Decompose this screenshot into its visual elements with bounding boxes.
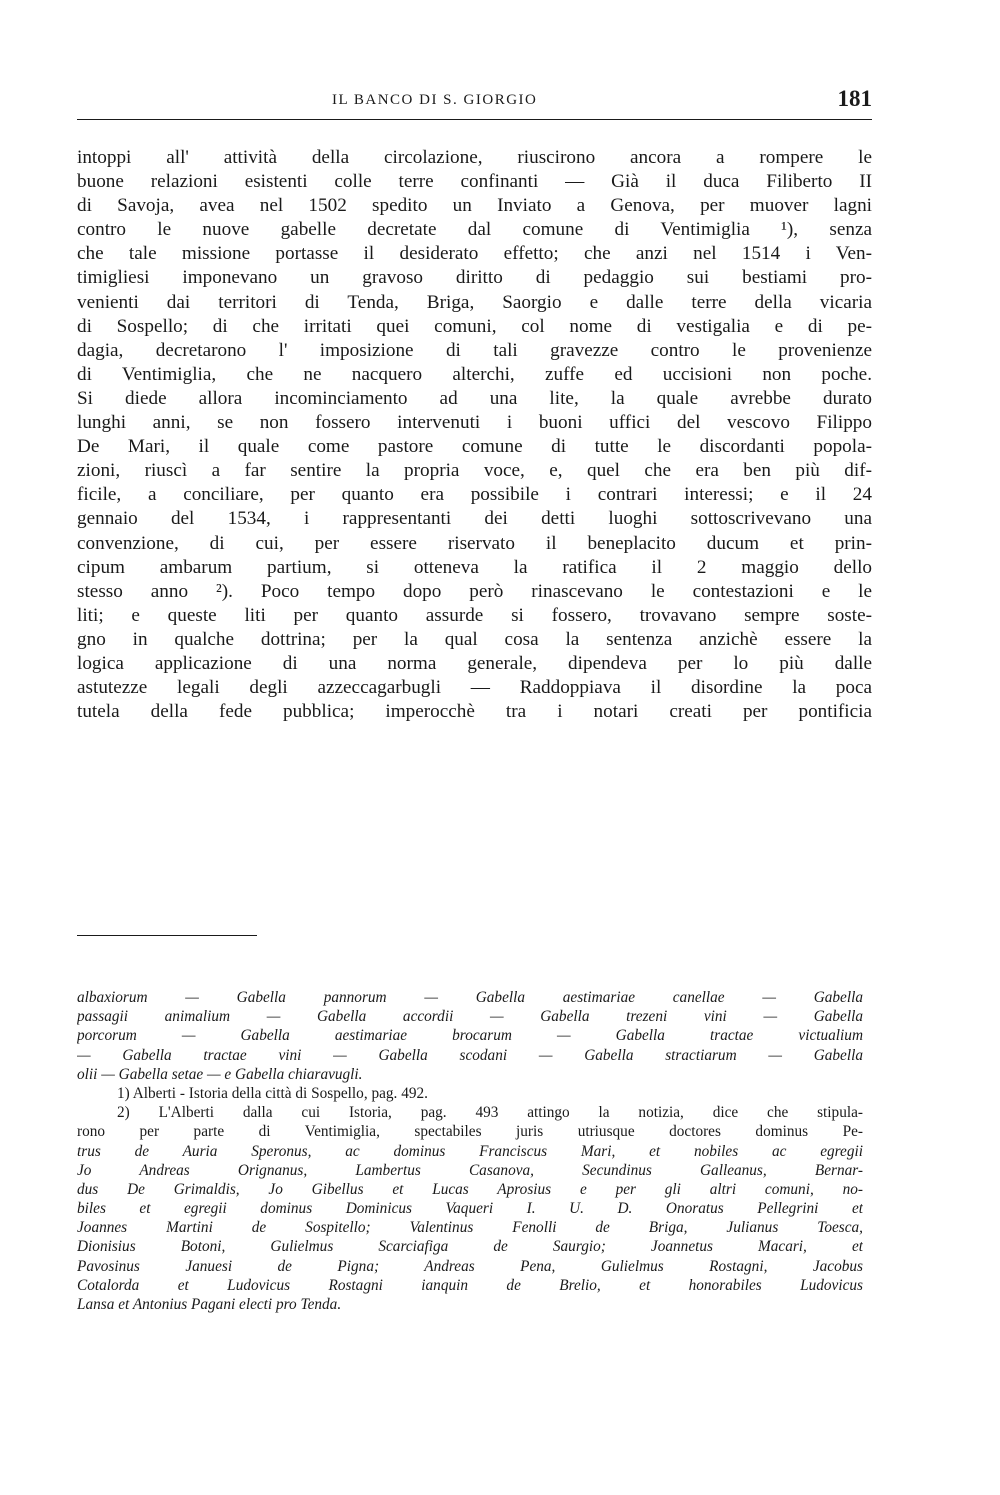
footnote-line: porcorum — Gabella aestimariae brocarum — Gabella tractae victualium: [77, 1027, 863, 1045]
body-line: zioni, riuscì a far sentire la propria voce, e, quel che era ben più dif-: [77, 460, 872, 482]
body-line: logica applicazione di una norma generale, dipendeva per lo più dalle: [77, 652, 872, 674]
footnote-line: albaxiorum — Gabella pannorum — Gabella aestimariae canellae — Gabella: [77, 989, 863, 1006]
body-line: di Sospello; di che irritati quei comuni, col nome di vestigalia e di pe-: [77, 315, 872, 337]
footnote-line: Lansa et Antonius Pagani electi pro Tenda.: [77, 1296, 342, 1313]
body-line: buone relazioni esistenti colle terre confinanti — Già il duca Filiberto II: [77, 171, 872, 193]
body-line: convenzione, di cui, per essere riservato il beneplacito ducum et prin-: [77, 532, 872, 554]
footnote-line: Dionisius Botoni, Gulielmus Scarciafiga de Saurgio; Joannetus Macari, et: [77, 1238, 863, 1256]
footnotes: [77, 988, 863, 1314]
body-text: [77, 146, 872, 724]
body-line: De Mari, il quale come pastore comune di tutte le discordanti popola-: [77, 436, 872, 458]
footnote-1: 1) Alberti - Istoria della città di Sospello, pag. 492.: [117, 1084, 428, 1102]
footnote-line: Pavosinus Januesi de Pigna; Andreas Pena, Gulielmus Rostagni, Jacobus: [77, 1257, 863, 1275]
body-line: cipum ambarum partium, si otteneva la ratifica il 2 maggio dello: [77, 556, 872, 578]
footnote-line: dus De Grimaldis, Jo Gibellus et Lucas Aprosius e per gli altri comuni, no-: [77, 1180, 863, 1198]
body-line: Si diede allora incominciamento ad una lite, la quale avrebbe durato: [77, 387, 872, 409]
body-line: tutela della fede pubblica; imperocchè tra i notari creati per pontificia: [77, 701, 872, 723]
body-line: che tale missione portasse il desiderato effetto; che anzi nel 1514 i Ven-: [77, 243, 872, 265]
body-line: ficile, a conciliare, per quanto era possibile i contrari interessi; e il 24: [77, 484, 872, 506]
footnote-line: Joannes Martini de Sospitello; Valentinus Fenolli de Briga, Julianus Toesca,: [77, 1219, 863, 1237]
footnote-line: Jo Andreas Orignanus, Lambertus Casanova, Secundinus Galleanus, Bernar-: [77, 1161, 863, 1179]
running-head: IL BANCO DI S. GIORGIO: [332, 92, 538, 108]
body-line: astutezze legali degli azzeccagarbugli — Raddoppiava il disordine la poca: [77, 677, 872, 699]
body-line: stesso anno ²). Poco tempo dopo però rinascevano le contestazioni e le: [77, 580, 872, 602]
footnote-line: biles et egregii dominus Dominicus Vaqueri I. U. D. Onoratus Pellegrini et: [77, 1200, 863, 1218]
header-rule: [77, 119, 872, 120]
footnote-2: 2) L'Alberti dalla cui Istoria, pag. 493 attingo la notizia, dice che stipula-: [117, 1104, 863, 1122]
footnote-line: trus de Auria Speronus, ac dominus Franciscus Mari, et nobiles ac egregii: [77, 1142, 863, 1160]
footnote-line: — Gabella tractae vini — Gabella scodani — Gabella stractiarum — Gabella: [77, 1046, 863, 1064]
page-header: [77, 86, 872, 120]
body-line: di Ventimiglia, che ne nacquero alterchi, zuffe ed uccisioni non poche.: [77, 363, 872, 385]
body-line: contro le nuove gabelle decretate dal comune di Ventimiglia ¹), senza: [77, 219, 872, 241]
body-line: di Savoja, avea nel 1502 spedito un Inviato a Genova, per muover lagni: [77, 195, 872, 217]
footnote-rule: [77, 935, 257, 936]
body-line: intoppi all' attività della circolazione, riuscirono ancora a rompere le: [77, 147, 872, 168]
footnote-line: Cotalorda et Ludovicus Rostagni ianquin de Brelio, et honorabiles Ludovicus: [77, 1276, 863, 1294]
footnote-line: passagii animalium — Gabella accordii — Gabella trezeni vini — Gabella: [77, 1008, 863, 1026]
footnote-line: rono per parte di Ventimiglia, spectabiles juris utriusque doctores dominus Pe-: [77, 1123, 863, 1141]
body-line: liti; e queste liti per quanto assurde si fossero, trovavano sempre soste-: [77, 604, 872, 626]
body-line: gennaio del 1534, i rappresentanti dei detti luoghi sottoscrivevano una: [77, 508, 872, 530]
body-line: venienti dai territori di Tenda, Briga, Saorgio e dalle terre della vicaria: [77, 291, 872, 313]
body-line: gno in qualche dottrina; per la qual cosa la sentenza anzichè essere la: [77, 628, 872, 650]
body-line: dagia, decretarono l' imposizione di tali gravezze contro le provenienze: [77, 339, 872, 361]
body-line: lunghi anni, se non fossero intervenuti i buoni uffici del vescovo Filippo: [77, 412, 872, 434]
body-line: timigliesi imponevano un gravoso diritto di pedaggio sui bestiami pro-: [77, 267, 872, 289]
page-number: 181: [837, 86, 872, 111]
footnote-line: olii — Gabella setae — e Gabella chiaravugli.: [77, 1065, 363, 1083]
